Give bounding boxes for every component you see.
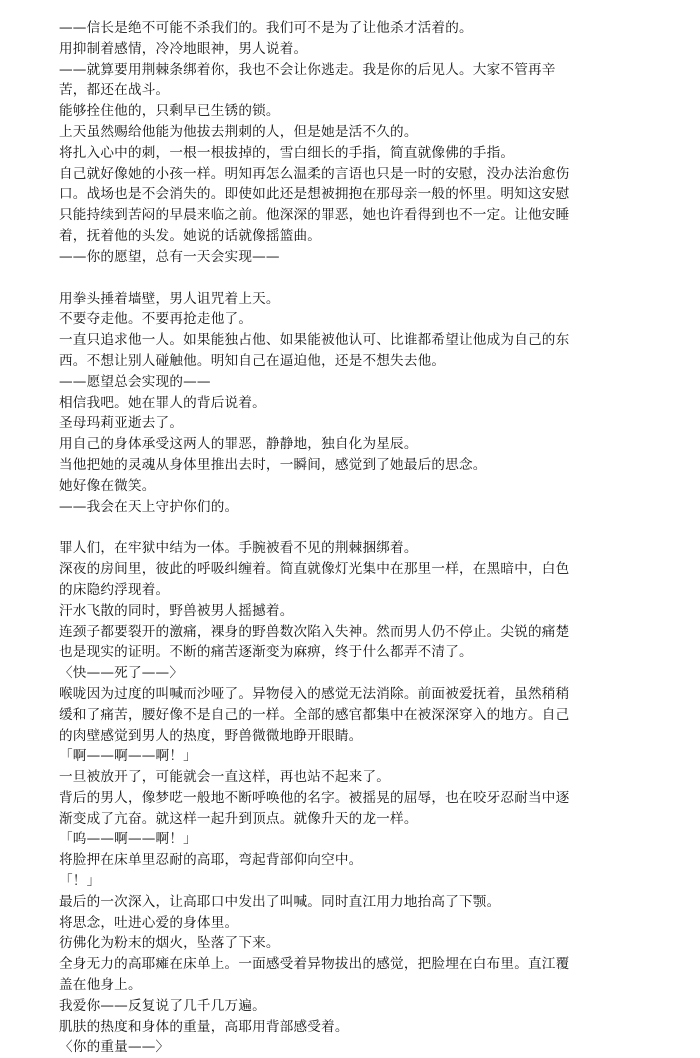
- text-line: 背后的男人，像梦呓一般地不断呼唤他的名字。被摇晃的屈辱，也在咬牙忍耐当中逐: [59, 789, 570, 806]
- text-line: 缓和了痛苦，腰好像不是自己的一样。全部的感官都集中在被深深穿入的地方。自己: [59, 706, 570, 723]
- paragraph: [59, 18, 644, 39]
- document-page: [59, 18, 644, 1058]
- paragraph: [59, 684, 644, 746]
- paragraph: [59, 393, 644, 414]
- text-line: 彷佛化为粉末的烟火，坠落了下来。: [59, 935, 280, 952]
- paragraph: [59, 413, 644, 434]
- text-line: 的肉壁感觉到男人的热度，野兽微微地睁开眼睛。: [59, 727, 363, 744]
- text-line: 能够拴住他的，只剩早已生锈的锁。: [59, 103, 280, 120]
- paragraph: [59, 954, 644, 996]
- paragraph: [59, 309, 644, 330]
- text-line: 最后的一次深入，让高耶口中发出了叫喊。同时直江用力地抬高了下颚。: [59, 893, 501, 910]
- paragraph: [59, 850, 644, 871]
- paragraph: [59, 330, 644, 372]
- text-line: 只能持续到苦闷的早晨来临之前。他深深的罪恶，她也许看得到也不一定。让他安睡: [59, 207, 570, 224]
- paragraph: [59, 746, 644, 767]
- paragraph: [59, 39, 644, 60]
- paragraph: [59, 1037, 644, 1058]
- paragraph: [59, 455, 644, 476]
- text-line: 喉咙因为过度的叫喊而沙哑了。异物侵入的感觉无法消除。前面被爱抚着，虽然稍稍: [59, 685, 570, 702]
- paragraph: [59, 538, 644, 559]
- text-line: ——就算要用荆棘条绑着你，我也不会让你逃走。我是你的后见人。大家不管再辛: [59, 61, 556, 78]
- text-line: 〈快——死了——〉: [59, 665, 184, 682]
- text-line: ——愿望总会实现的——: [59, 373, 211, 390]
- paragraph: [59, 60, 644, 102]
- paragraph-gap: [59, 268, 644, 289]
- paragraph: [59, 289, 644, 310]
- paragraph: [59, 559, 644, 601]
- text-line: 用拳头捶着墙壁，男人诅咒着上天。: [59, 290, 280, 307]
- text-line: 自己就好像她的小孩一样。明知再怎么温柔的言语也只是一时的安慰，没办法治愈伤: [59, 165, 570, 182]
- text-line: 「啊——啊——啊！」: [59, 748, 197, 765]
- paragraph: [59, 622, 644, 664]
- text-line: 也是现实的证明。不断的痛苦逐渐变为麻痹，终于什么都弄不清了。: [59, 644, 473, 661]
- paragraph: [59, 933, 644, 954]
- text-line: 全身无力的高耶瘫在床单上。一面感受着异物拔出的感觉，把脸埋在白布里。直江覆: [59, 956, 570, 973]
- text-line: 一直只追求他一人。如果能独占他、如果能被他认可、比谁都希望让他成为自己的东: [59, 332, 570, 349]
- paragraph: [59, 476, 644, 497]
- paragraph: [59, 247, 644, 268]
- paragraph: [59, 663, 644, 684]
- text-line: 「呜——啊——啊！」: [59, 831, 197, 848]
- text-line: 将扎入心中的刺，一根一根拔掉的，雪白细长的手指，简直就像佛的手指。: [59, 144, 515, 161]
- text-line: 肌肤的热度和身体的重量，高耶用背部感受着。: [59, 1018, 349, 1035]
- text-line: 〈你的重量——〉: [59, 1039, 170, 1056]
- paragraph: [59, 913, 644, 934]
- paragraph: [59, 101, 644, 122]
- text-line: 着，抚着他的头发。她说的话就像摇篮曲。: [59, 227, 322, 244]
- paragraph: [59, 829, 644, 850]
- paragraph: [59, 497, 644, 518]
- paragraph: [59, 372, 644, 393]
- paragraph: [59, 122, 644, 143]
- paragraph: [59, 892, 644, 913]
- text-line: 连颈子都要裂开的激痛，裸身的野兽数次陷入失神。然而男人仍不停止。尖锐的痛楚: [59, 623, 570, 640]
- text-line: 苦，都还在战斗。: [59, 82, 170, 99]
- text-line: 罪人们，在牢狱中结为一体。手腕被看不见的荆棘捆绑着。: [59, 540, 418, 557]
- text-line: 「！」: [59, 873, 101, 890]
- text-line: 上天虽然赐给他能为他拔去荆刺的人，但是她是活不久的。: [59, 123, 418, 140]
- text-line: 一旦被放开了，可能就会一直这样，再也站不起来了。: [59, 769, 391, 786]
- paragraph: [59, 767, 644, 788]
- text-line: 用抑制着感情，冷冷地眼神，男人说着。: [59, 40, 308, 57]
- paragraph: [59, 143, 644, 164]
- text-line: 她好像在微笑。: [59, 477, 156, 494]
- paragraph: [59, 788, 644, 830]
- paragraph: [59, 164, 644, 247]
- text-line: 相信我吧。她在罪人的背后说着。: [59, 394, 266, 411]
- text-line: 深夜的房间里，彼此的呼吸纠缠着。简直就像灯光集中在那里一样，在黑暗中，白色: [59, 561, 570, 578]
- text-line: 口。战场也是不会消失的。即使如此还是想被拥抱在那母亲一般的怀里。明知这安慰: [59, 186, 570, 203]
- text-line: 当他把她的灵魂从身体里推出去时，一瞬间，感觉到了她最后的思念。: [59, 456, 487, 473]
- text-line: 渐变成了亢奋。就这样一起升到顶点。就像升天的龙一样。: [59, 810, 418, 827]
- text-line: 用自己的身体承受这两人的罪恶，静静地，独自化为星辰。: [59, 436, 418, 453]
- text-line: 我爱你——反复说了几千几万遍。: [59, 997, 266, 1014]
- text-line: 汗水飞散的同时，野兽被男人摇撼着。: [59, 602, 294, 619]
- paragraph: [59, 434, 644, 455]
- text-line: 盖在他身上。: [59, 977, 142, 994]
- text-line: 的床隐约浮现着。: [59, 581, 170, 598]
- paragraph: [59, 601, 644, 622]
- text-line: 将脸押在床单里忍耐的高耶，弯起背部仰向空中。: [59, 852, 363, 869]
- paragraph: [59, 996, 644, 1017]
- text-line: 西。不想让别人碰触他。明知自己在逼迫他，还是不想失去他。: [59, 352, 446, 369]
- text-line: ——信长是绝不可能不杀我们的。我们可不是为了让他杀才活着的。: [59, 20, 473, 36]
- paragraph: [59, 871, 644, 892]
- text-line: 圣母玛莉亚逝去了。: [59, 415, 184, 432]
- text-line: 不要夺走他。不要再抢走他了。: [59, 311, 253, 328]
- paragraph-gap: [59, 517, 644, 538]
- text-line: ——你的愿望，总有一天会实现——: [59, 248, 280, 265]
- text-line: 将思念，吐进心爱的身体里。: [59, 914, 239, 931]
- text-line: ——我会在天上守护你们的。: [59, 498, 239, 515]
- paragraph: [59, 1017, 644, 1038]
